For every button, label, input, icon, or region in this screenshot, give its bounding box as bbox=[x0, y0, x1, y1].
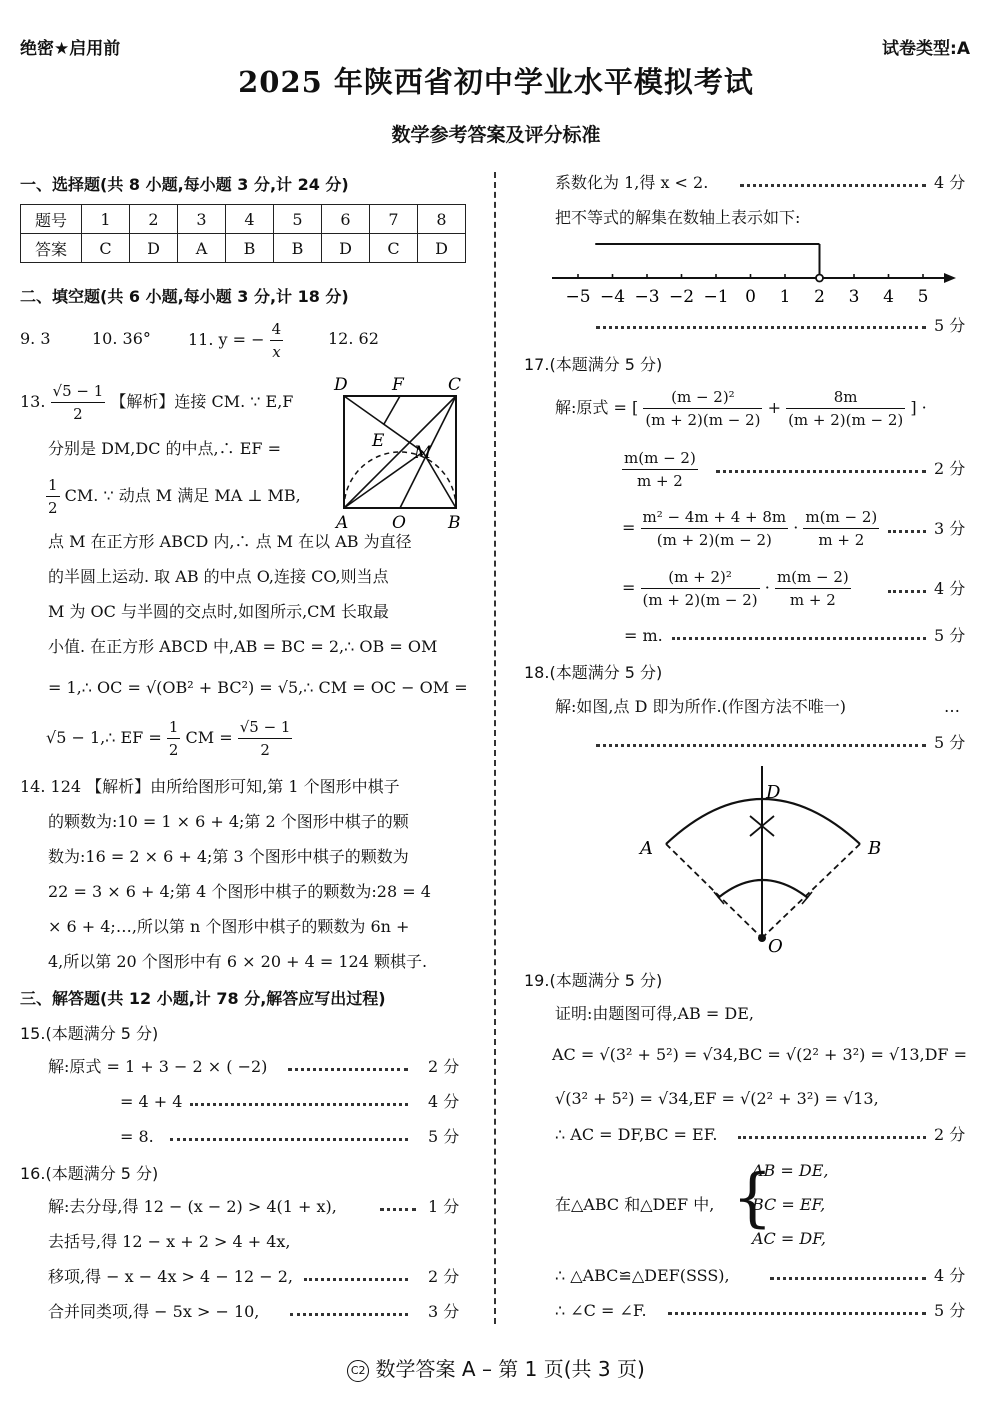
label-b: B bbox=[448, 513, 461, 532]
sector-construction-figure bbox=[632, 762, 902, 960]
fraction bbox=[270, 318, 284, 363]
tick-label: 1 bbox=[779, 287, 791, 307]
dot-leader bbox=[596, 326, 926, 329]
dot-leader bbox=[288, 1068, 408, 1071]
q17-line-5: = m. bbox=[624, 626, 663, 645]
table-cell: 4 bbox=[226, 205, 274, 234]
numerator: √5 − 1 bbox=[238, 716, 293, 739]
dot-leader bbox=[380, 1208, 416, 1211]
q14-line-2: 的颗数为:10 = 1 × 6 + 4;第 2 个图形中棋子的颗 bbox=[48, 812, 409, 831]
section-3-heading: 三、解答题(共 12 小题,计 78 分,解答应写出过程) bbox=[20, 989, 386, 1008]
operator: · bbox=[764, 578, 770, 597]
q14-line-1: 14. 124 【解析】由所给图形可知,第 1 个图形中棋子 bbox=[20, 777, 400, 796]
q16-line-6: 把不等式的解集在数轴上表示如下: bbox=[555, 208, 801, 227]
q14-line-3: 数为:16 = 2 × 6 + 4;第 3 个图形中棋子的颗数为 bbox=[48, 847, 409, 866]
label-d: D bbox=[766, 782, 781, 803]
label-m: M bbox=[414, 443, 432, 463]
tick-label: −3 bbox=[634, 287, 660, 307]
score: 4 分 bbox=[934, 1266, 966, 1285]
q15-line-3: = 8. bbox=[120, 1127, 154, 1146]
section-2-heading: 二、填空题(共 6 小题,每小题 3 分,计 18 分) bbox=[20, 287, 349, 306]
tick-label: −2 bbox=[668, 287, 695, 307]
table-cell: 5 bbox=[274, 205, 322, 234]
q13-line-6: M 为 OC 与半圆的交点时,如图所示,CM 长取最 bbox=[48, 602, 389, 621]
table-cell: A bbox=[178, 234, 226, 263]
score: 1 分 bbox=[428, 1197, 460, 1216]
label-a: A bbox=[640, 838, 653, 859]
number-line bbox=[548, 236, 960, 312]
fraction bbox=[775, 566, 851, 611]
answer-12: 12. 62 bbox=[328, 329, 379, 348]
fraction bbox=[167, 716, 181, 761]
fraction bbox=[803, 506, 879, 551]
answer-11 bbox=[188, 318, 283, 363]
condition-1: AB = DE, bbox=[752, 1161, 829, 1180]
q15-title: 15.(本题满分 5 分) bbox=[20, 1024, 159, 1043]
q18-title: 18.(本题满分 5 分) bbox=[524, 663, 663, 682]
tick-label: 4 bbox=[883, 287, 894, 307]
fraction bbox=[643, 386, 762, 431]
q13-line-3-text: CM. ∵ 动点 M 满足 MA ⊥ MB, bbox=[64, 486, 301, 505]
label-c: C bbox=[448, 375, 462, 395]
q13-line-9-b: CM = bbox=[185, 728, 233, 747]
numerator: 1 bbox=[46, 474, 60, 497]
table-cell: 2 bbox=[130, 205, 178, 234]
score: 5 分 bbox=[934, 733, 966, 752]
table-cell: B bbox=[274, 234, 322, 263]
score: 4 分 bbox=[934, 579, 966, 598]
dot-leader bbox=[304, 1278, 408, 1281]
brace-icon: { bbox=[732, 1161, 773, 1235]
q17-line-1 bbox=[555, 386, 927, 431]
dot-leader bbox=[888, 530, 926, 533]
dot-leader bbox=[716, 470, 926, 473]
q17-suffix: ] · bbox=[910, 398, 927, 417]
tick-label: 2 bbox=[814, 287, 825, 307]
ellipsis: … bbox=[944, 697, 960, 716]
table-cell: D bbox=[418, 234, 466, 263]
q16-title: 16.(本题满分 5 分) bbox=[20, 1164, 159, 1183]
q17-line-4 bbox=[622, 566, 851, 611]
table-cell: 7 bbox=[370, 205, 418, 234]
tick-label: −5 bbox=[565, 287, 591, 307]
denominator: 2 bbox=[168, 741, 179, 759]
tick-label: −1 bbox=[703, 287, 729, 307]
q13-line-8: = 1,∴ OC = √(OB² + BC²) = √5,∴ CM = OC − OM = bbox=[48, 678, 468, 697]
denominator: 2 bbox=[73, 405, 83, 423]
q16-line-1: 解:去分母,得 12 − (x − 2) > 4(1 + x), bbox=[48, 1197, 337, 1216]
page-footer bbox=[0, 1353, 992, 1382]
tick-label: 5 bbox=[917, 287, 929, 307]
column-divider bbox=[494, 172, 496, 1324]
numerator: 4 bbox=[270, 318, 284, 341]
q19-title: 19.(本题满分 5 分) bbox=[524, 971, 663, 990]
condition-2: BC = EF, bbox=[752, 1195, 826, 1214]
score: 2 分 bbox=[428, 1057, 460, 1076]
denominator: (m + 2)(m − 2) bbox=[645, 411, 761, 429]
denominator: 2 bbox=[260, 741, 270, 759]
dot-leader bbox=[190, 1103, 408, 1106]
q13-line-7: 小值. 在正方形 ABCD 中,AB = BC = 2,∴ OB = OM bbox=[48, 637, 438, 656]
label-o: O bbox=[768, 936, 783, 957]
dot-leader bbox=[170, 1138, 408, 1141]
label-e: E bbox=[372, 431, 385, 451]
label-a: A bbox=[336, 513, 349, 532]
page-subtitle: 数学参考答案及评分标准 bbox=[391, 124, 601, 146]
denominator: x bbox=[272, 343, 281, 361]
fraction bbox=[622, 447, 698, 492]
q13-line-5: 的半圆上运动. 取 AB 的中点 O,连接 CO,则当点 bbox=[48, 567, 389, 586]
q17-line-2 bbox=[622, 447, 698, 492]
q14-line-4: 22 = 3 × 6 + 4;第 4 个图形中棋子的颗数为:28 = 4 bbox=[48, 882, 431, 901]
denominator: (m + 2)(m − 2) bbox=[788, 411, 904, 429]
condition-3: AC = DF, bbox=[752, 1229, 826, 1248]
answer-table bbox=[20, 204, 466, 263]
publisher-logo-icon: C2 bbox=[347, 1360, 369, 1382]
q19-line-4: ∴ AC = DF,BC = EF. bbox=[555, 1125, 718, 1144]
table-cell: D bbox=[130, 234, 178, 263]
answer-10: 10. 36° bbox=[92, 329, 151, 348]
score: 4 分 bbox=[428, 1092, 460, 1111]
q19-line-6: ∴ △ABC≌△DEF(SSS), bbox=[555, 1266, 730, 1285]
answer-11-prefix: 11. y = − bbox=[188, 330, 265, 349]
section-1-heading: 一、选择题(共 8 小题,每小题 3 分,计 24 分) bbox=[20, 175, 349, 194]
q19-line-7: ∴ ∠C = ∠F. bbox=[555, 1301, 647, 1320]
fraction bbox=[238, 716, 293, 761]
denominator: 2 bbox=[48, 499, 58, 517]
q15-line-1: 解:原式 = 1 + 3 − 2 × ( −2) bbox=[48, 1057, 268, 1076]
table-cell: C bbox=[370, 234, 418, 263]
q17-title: 17.(本题满分 5 分) bbox=[524, 355, 663, 374]
q14-line-6: 4,所以第 20 个图形中有 6 × 20 + 4 = 124 颗棋子. bbox=[48, 952, 428, 971]
open-circle bbox=[816, 275, 823, 282]
label-f: F bbox=[392, 375, 404, 395]
operator: = bbox=[622, 518, 636, 537]
score: 3 分 bbox=[934, 519, 966, 538]
table-row bbox=[21, 234, 466, 263]
dot-leader bbox=[290, 1313, 408, 1316]
score: 4 分 bbox=[934, 173, 966, 192]
fraction bbox=[641, 506, 789, 551]
dot-leader bbox=[672, 637, 926, 640]
dot-leader bbox=[888, 590, 926, 593]
tick-label: −4 bbox=[599, 287, 626, 307]
tick-label: 3 bbox=[848, 287, 860, 307]
operator: · bbox=[793, 518, 799, 537]
numerator: 1 bbox=[167, 716, 181, 739]
q13-line-9 bbox=[46, 716, 292, 761]
q13-line-4: 点 M 在正方形 ABCD 内,∴ 点 M 在以 AB 为直径 bbox=[48, 532, 412, 551]
denominator: m + 2 bbox=[636, 472, 683, 490]
q18-line-1: 解:如图,点 D 即为所作.(作图方法不唯一) bbox=[555, 697, 847, 716]
numerator: m(m − 2) bbox=[622, 447, 698, 470]
paper-type-label: 试卷类型:A bbox=[882, 39, 970, 59]
fraction bbox=[51, 380, 106, 425]
fraction bbox=[786, 386, 905, 431]
score: 3 分 bbox=[428, 1302, 460, 1321]
square-figure bbox=[330, 370, 478, 532]
dot-leader bbox=[770, 1277, 926, 1280]
q13-number: 13. bbox=[20, 392, 46, 411]
denominator: m + 2 bbox=[818, 531, 865, 549]
operator: + bbox=[767, 398, 781, 417]
q19-line-5: 在△ABC 和△DEF 中, bbox=[555, 1195, 715, 1214]
q19-line-1: 证明:由题图可得,AB = DE, bbox=[555, 1004, 754, 1023]
label-o: O bbox=[392, 513, 406, 532]
score: 5 分 bbox=[934, 626, 966, 645]
q19-line-3: √(3² + 5²) = √34,EF = √(2² + 3²) = √13, bbox=[555, 1089, 879, 1108]
numerator: m(m − 2) bbox=[803, 506, 879, 529]
operator: = bbox=[622, 578, 636, 597]
table-row bbox=[21, 205, 466, 234]
label-b: B bbox=[868, 838, 882, 859]
confidential-label: 绝密★启用前 bbox=[20, 39, 121, 59]
numerator: m(m − 2) bbox=[775, 566, 851, 589]
table-cell: B bbox=[226, 234, 274, 263]
denominator: (m + 2)(m − 2) bbox=[656, 531, 772, 549]
numerator: (m − 2)² bbox=[643, 386, 762, 409]
q13-answer bbox=[20, 380, 293, 425]
q16-line-2: 去括号,得 12 − x + 2 > 4 + 4x, bbox=[48, 1232, 291, 1251]
q13-line-1: 【解析】连接 CM. ∵ E,F bbox=[110, 392, 294, 411]
footer-text: 数学答案 A – 第 1 页(共 3 页) bbox=[375, 1357, 645, 1381]
score: 5 分 bbox=[934, 1301, 966, 1320]
dot-leader bbox=[596, 744, 926, 747]
q17-prefix: 解:原式 = [ bbox=[555, 398, 639, 417]
page-title: 2025 年陕西省初中学业水平模拟考试 bbox=[238, 65, 754, 99]
table-cell: 题号 bbox=[21, 205, 82, 234]
q14-line-5: × 6 + 4;…,所以第 n 个图形中棋子的颗数为 6n + bbox=[48, 917, 410, 936]
numerator: √5 − 1 bbox=[51, 380, 106, 403]
table-cell: 答案 bbox=[21, 234, 82, 263]
q13-line-9-a: √5 − 1,∴ EF = bbox=[46, 728, 162, 747]
q17-line-3 bbox=[622, 506, 879, 551]
q16-line-3: 移项,得 − x − 4x > 4 − 12 − 2, bbox=[48, 1267, 294, 1286]
table-cell: C bbox=[82, 234, 130, 263]
score: 5 分 bbox=[934, 316, 966, 335]
score: 5 分 bbox=[428, 1127, 460, 1146]
table-cell: 3 bbox=[178, 205, 226, 234]
denominator: m + 2 bbox=[789, 591, 836, 609]
dot-leader bbox=[740, 184, 926, 187]
table-cell: D bbox=[322, 234, 370, 263]
dot-leader bbox=[738, 1136, 926, 1139]
table-cell: 1 bbox=[82, 205, 130, 234]
q19-line-2: AC = √(3² + 5²) = √34,BC = √(2² + 3²) = √13,DF = bbox=[552, 1045, 967, 1064]
fraction bbox=[641, 566, 760, 611]
table-cell: 8 bbox=[418, 205, 466, 234]
denominator: (m + 2)(m − 2) bbox=[642, 591, 758, 609]
label-d: D bbox=[334, 375, 348, 395]
tick-label: 0 bbox=[745, 287, 756, 307]
q16-line-5: 系数化为 1,得 x < 2. bbox=[555, 173, 709, 192]
numerator: m² − 4m + 4 + 8m bbox=[641, 506, 789, 529]
score: 2 分 bbox=[428, 1267, 460, 1286]
dot-leader bbox=[668, 1312, 926, 1315]
score: 2 分 bbox=[934, 1125, 966, 1144]
q15-line-2: = 4 + 4 bbox=[120, 1092, 183, 1111]
numerator: (m + 2)² bbox=[641, 566, 760, 589]
q13-line-3 bbox=[46, 474, 301, 519]
fraction bbox=[46, 474, 60, 519]
q16-line-4: 合并同类项,得 − 5x > − 10, bbox=[48, 1302, 260, 1321]
answer-9: 9. 3 bbox=[20, 329, 51, 348]
q13-line-2: 分别是 DM,DC 的中点,∴ EF = bbox=[48, 439, 281, 458]
table-cell: 6 bbox=[322, 205, 370, 234]
score: 2 分 bbox=[934, 459, 966, 478]
numerator: 8m bbox=[786, 386, 905, 409]
